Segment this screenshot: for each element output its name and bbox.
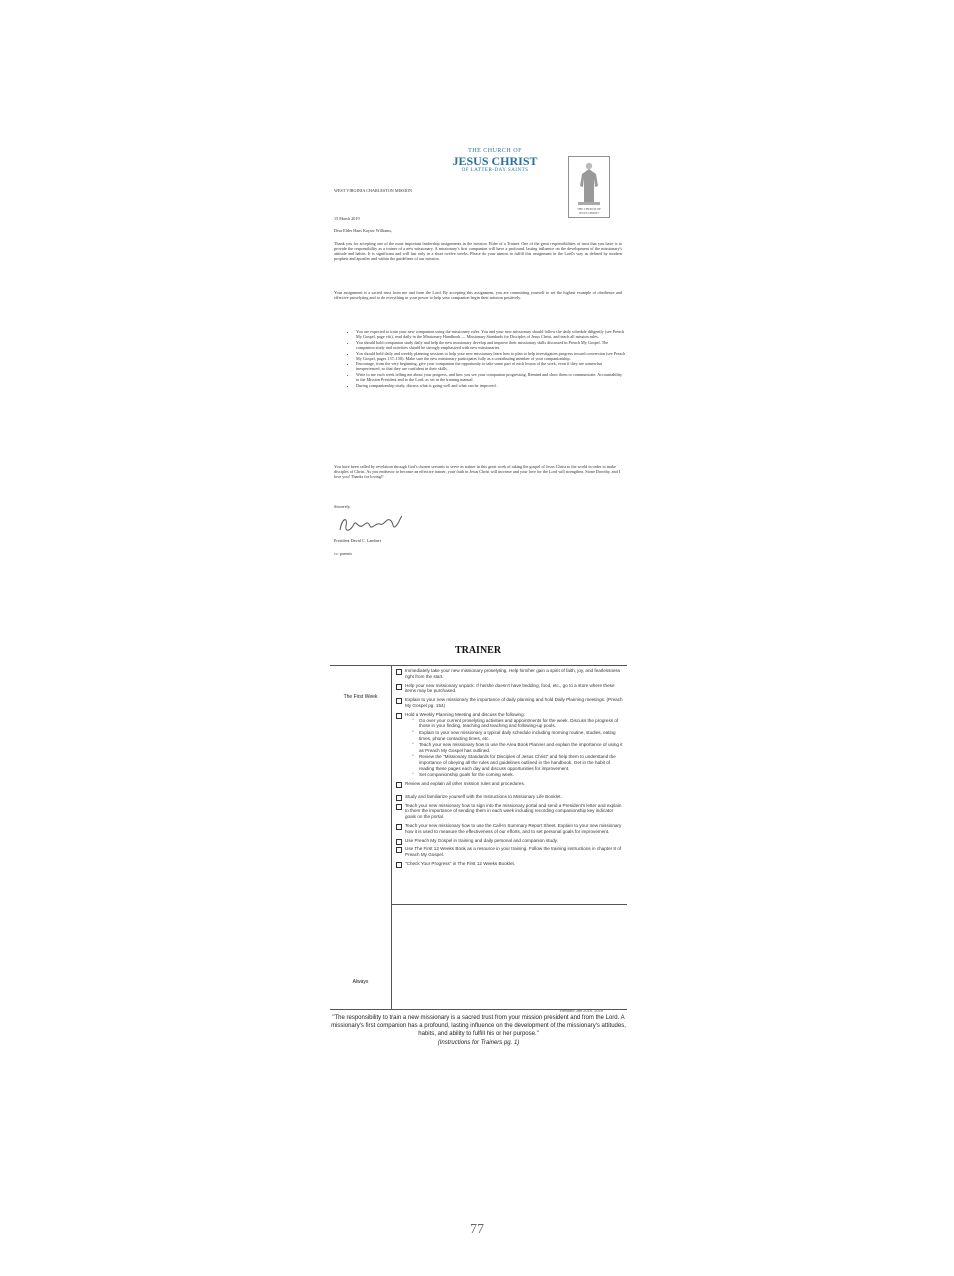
letter-date: 15 March 2019 [334,216,360,221]
sub-item: ▫ Go over your current proselyting activities and appointments for the week. Discuss the progress of those in your finding, teaching and teaching and following-up pools. [419,718,624,730]
column-divider [391,666,392,1009]
page-number: 77 [470,1222,484,1237]
checkbox-icon[interactable] [396,782,402,788]
letter-cc: cc: parents [334,551,353,556]
weekly-planning-subitems [405,718,624,778]
checklist-item-text: Use The First 12 Weeks Book as a resource in your training. Follow the training instructions in chapter 8 of Preach My Gospel. [405,846,622,858]
checklist-item [396,823,624,835]
church-name-line2: JESUS CHRIST [452,154,538,168]
checklist-item [396,781,624,787]
checkbox-icon[interactable] [396,698,402,704]
svg-text:JESUS CHRIST: JESUS CHRIST [579,211,599,215]
checkbox-icon[interactable] [396,862,402,868]
quote-text: "The responsibility to train a new missionary is a sacred trust from your mission president and from the Lord. A missionary's first companion has a profound, lasting influence on the development of the missionary's attitudes, habits, and ability to fulfill his or her purpose." [331,1015,626,1038]
quote-source: (Instructions for Trainers pg. 1) [437,1039,520,1046]
checkbox-icon[interactable] [396,847,402,853]
checklist-item [396,683,624,695]
checklist-item-text: Study and familiarize yourself with the Instructions to Missionary Life Booklet. [405,793,562,799]
letter-closing: Sincerely, [334,504,351,509]
letter-bullet: • Write to me each week telling me about your progress, and how you see your companion progressing. Remind and show them to communicate. Accountability to the Mission President and to the Lord, as set in the training manual. [356,372,626,382]
checkbox-icon[interactable] [396,795,402,801]
mission-address [334,188,464,193]
checkbox-icon[interactable] [396,839,402,845]
trainer-quote [330,1014,627,1047]
letter-bullet: • You are expected to train your new companion using the missionary rules. You and your new missionary should follow the daily schedule diligently (see Preach My Gospel, page viii), read daily in the Missionary Handbook — Missionary Standards for Disciples of Jesus Christ, and teach all mission rules. [356,329,626,339]
checklist-item-text: Help your new missionary unpack. If he/she doesn't have bedding, food, etc., go to a store where these items may be purchased. [405,682,615,694]
section-label-first-week: The First Week [343,694,378,700]
checklist-item-text: Review and explain all other mission rules and procedures. [405,780,526,786]
church-name-line1: THE CHURCH OF [468,148,522,154]
checklist-item [396,697,624,709]
checklist-item-text: Hold a Weekly Planning Meeting and discuss the following: [405,711,525,717]
sub-item: ▫ Teach your new missionary how to use the Area Book Planner and explain the importance of using it as Preach My Gospel has outlined. [419,742,624,754]
sub-item: ▫ Review the "Missionary Standards for Disciples of Jesus Christ" and help them to understand the importance of obeying all the rules and guidelines outlined in the handbook. Get in the habit of reading these pages each day and discuss opportunities for improvement. [419,754,624,771]
checklist-item-text: Use Preach My Gospel in training and daily personal and companion study. [405,837,558,843]
letter-signer: President David C. Lambert [334,538,381,543]
section-divider [391,904,627,905]
trainer-title: TRAINER [454,645,502,656]
checklist-item-text: Immediately take your new missionary proselyting. Help him/her gain a spirit of faith, joy, and fearlessness right from the start. [405,668,621,679]
checkbox-icon[interactable] [396,684,402,690]
address-line: WEST VIRGINIA CHARLESTON MISSION [334,188,413,193]
checklist-item-text: Teach your new missionary how to sign into the missionary portal and send a President's letter and explain to them the importance of sending them in each week including recording companionship key indicator goals on the portal. [405,802,622,820]
letter-bullet: • You should hold daily and weekly planning sessions to help your new missionary learn how to plan to help investigators progress toward conversion (see Preach My Gospel, pages 137–150). Make sure the new missionary participates fully as a contributing member of your companionship. [356,351,626,361]
checklist-item-text: Teach your new missionary how to use the Call-In Summary Report Sheet. Explain to your new missionary how it is used to measure the effectiveness of our efforts, and to set personal goals for improvement. [405,822,622,834]
letter-paragraph: Your assignment is a sacred trust from me and from the Lord. By accepting this assignment, you are committing yourself to set the highest example of obedience and effective proselyting and to do everything in your power to help your companion begin their mission positively. [334,290,622,301]
letter-bullet: • You should hold companion study daily and help the new missionary develop and improve their missionary skills discussed in Preach My Gospel. The companion study and activities should be strongly emphasized with new missionaries. [356,340,626,350]
checklist-item-text: Explain to your new missionary the importance of daily planning and hold Daily Planning meetings. (Preach My Gospel pg. 154) [405,697,623,708]
checklist-item [396,803,624,820]
checklist-item-text: "Check Your Progress" in The First 12 Weeks Booklet. [405,860,516,866]
letter-paragraph: Thank you for accepting one of the most important leadership assignments in the mission. Elder of a Trainer. One of the great responsibilities of trust that you have is to provide the responsibility as a trainer of a new missionary. A missionary's first companion will have a profound, lasting influence on the development of the missionary's attitude and habits. It is significant and will last only in a short twelve weeks. Please do your utmost to fulfill this assignment in the Lord's way as defined by modern prophets and apostles and within the guidelines of our mission. [334,241,622,262]
church-name-line3: OF LATTER-DAY SAINTS [461,168,529,173]
church-letterhead [440,148,550,174]
checkbox-icon[interactable] [396,669,402,675]
sub-item: ▫ Set companionship goals for the coming week. [419,772,624,778]
checklist-item [396,838,624,844]
handwritten-signature [336,512,406,536]
christus-statue-logo [568,156,610,218]
letter-bullet-list [350,329,626,389]
letter-paragraph: You have been called by revelation through God's chosen servants to serve as trainer in this great work of taking the gospel of Jesus Christ to the world in order to make disciples of Christ. As you endeavor to become an effective trainer, your faith in Jesus Christ will increase and your love for the Lord will strengthen. Stone Dorothy, and I love you! Thanks for loving!! [334,464,621,480]
revision-stamp: Revised Jan 2019, 2019 [560,1008,604,1013]
letter-salutation: Dear Elder Hans Kayser Williams, [334,228,393,233]
checklist-item [396,668,624,680]
checklist-item [396,794,624,800]
letter-bullet: • During companionship study, discuss what is going well and what can be improved. [356,383,626,388]
checklist-item [396,712,624,778]
checkbox-icon[interactable] [396,804,402,810]
checklist-item [396,846,624,858]
checklist [396,668,624,870]
letter-bullet: • Encourage, from the very beginning, give your companion the opportunity to take some part of each lesson of the work, even if they are somewhat inexperienced, so that they are confident in their skills. [356,361,626,371]
mission-letter [330,140,626,570]
checkbox-icon[interactable] [396,713,402,719]
checkbox-icon[interactable] [396,824,402,830]
section-label-always: Always [352,979,369,985]
svg-text:THE CHURCH OF: THE CHURCH OF [577,207,601,211]
trainer-checklist-table [330,665,627,1010]
checklist-item [396,861,624,867]
sub-item: ▫ Explain to your new missionary a typical daily schedule including morning routine, studies, eating times, phone contacting times, etc. [419,730,624,742]
